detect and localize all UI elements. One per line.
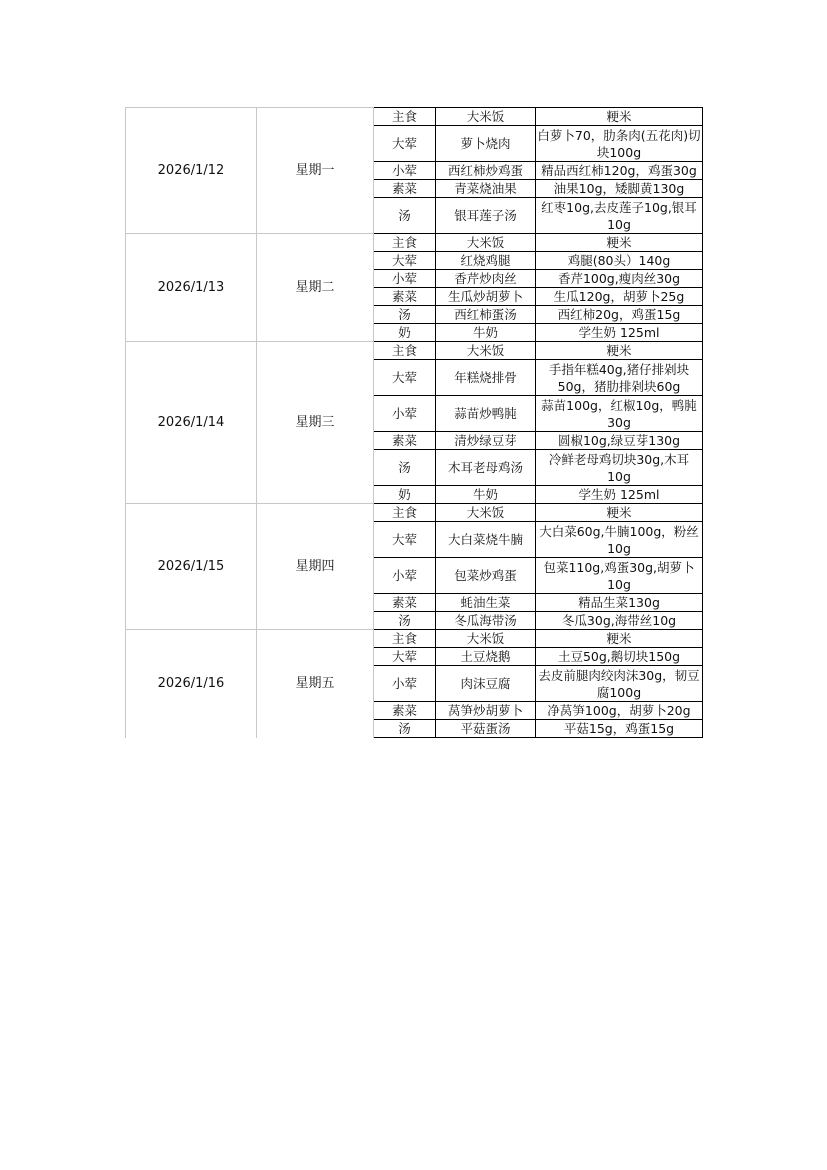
weekday-cell: 星期二: [257, 234, 374, 342]
ingredients-cell: 大白菜60g,牛腩100g，粉丝10g: [536, 522, 703, 558]
category-cell: 汤: [374, 198, 436, 234]
date-cell: 2026/1/12: [126, 108, 257, 234]
date-cell: 2026/1/16: [126, 630, 257, 738]
dish-cell: 蒜苗炒鸭肫: [436, 396, 536, 432]
ingredients-cell: 粳米: [536, 342, 703, 360]
category-cell: 大荤: [374, 648, 436, 666]
dish-cell: 包菜炒鸡蛋: [436, 558, 536, 594]
ingredients-cell: 油果10g，矮脚黄130g: [536, 180, 703, 198]
dish-cell: 木耳老母鸡汤: [436, 450, 536, 486]
category-cell: 汤: [374, 612, 436, 630]
category-cell: 奶: [374, 486, 436, 504]
category-cell: 汤: [374, 720, 436, 738]
dish-cell: 大米饭: [436, 504, 536, 522]
category-cell: 主食: [374, 108, 436, 126]
ingredients-cell: 平菇15g，鸡蛋15g: [536, 720, 703, 738]
date-cell: 2026/1/13: [126, 234, 257, 342]
dish-cell: 平菇蛋汤: [436, 720, 536, 738]
ingredients-cell: 精品西红柿120g，鸡蛋30g: [536, 162, 703, 180]
menu-row: [126, 504, 703, 522]
category-cell: 大荤: [374, 126, 436, 162]
dish-cell: 银耳莲子汤: [436, 198, 536, 234]
menu-row: [126, 630, 703, 648]
dish-cell: 生瓜炒胡萝卜: [436, 288, 536, 306]
dish-cell: 牛奶: [436, 486, 536, 504]
weekday-cell: 星期三: [257, 342, 374, 504]
ingredients-cell: 粳米: [536, 504, 703, 522]
ingredients-cell: 粳米: [536, 108, 703, 126]
ingredients-cell: 学生奶 125ml: [536, 486, 703, 504]
dish-cell: 大白菜烧牛腩: [436, 522, 536, 558]
category-cell: 大荤: [374, 522, 436, 558]
dish-cell: 大米饭: [436, 108, 536, 126]
ingredients-cell: 粳米: [536, 234, 703, 252]
date-cell: 2026/1/14: [126, 342, 257, 504]
menu-row: [126, 234, 703, 252]
category-cell: 素菜: [374, 432, 436, 450]
menu-row: [126, 342, 703, 360]
dish-cell: 西红柿蛋汤: [436, 306, 536, 324]
date-cell: 2026/1/15: [126, 504, 257, 630]
dish-cell: 红烧鸡腿: [436, 252, 536, 270]
dish-cell: 肉沫豆腐: [436, 666, 536, 702]
dish-cell: 清炒绿豆芽: [436, 432, 536, 450]
dish-cell: 西红柿炒鸡蛋: [436, 162, 536, 180]
dish-cell: 莴笋炒胡萝卜: [436, 702, 536, 720]
dish-cell: 香芹炒肉丝: [436, 270, 536, 288]
category-cell: 素菜: [374, 180, 436, 198]
category-cell: 汤: [374, 450, 436, 486]
category-cell: 汤: [374, 306, 436, 324]
category-cell: 素菜: [374, 702, 436, 720]
ingredients-cell: 香芹100g,瘦肉丝30g: [536, 270, 703, 288]
category-cell: 主食: [374, 504, 436, 522]
weekday-cell: 星期四: [257, 504, 374, 630]
category-cell: 大荤: [374, 360, 436, 396]
menu-table-body: [126, 108, 703, 738]
ingredients-cell: 鸡腿(80头）140g: [536, 252, 703, 270]
dish-cell: 大米饭: [436, 342, 536, 360]
ingredients-cell: 白萝卜70，肋条肉(五花肉)切块100g: [537, 127, 701, 160]
dish-cell: 萝卜烧肉: [436, 126, 536, 162]
category-cell: 小荤: [374, 162, 436, 180]
ingredients-cell: 学生奶 125ml: [536, 324, 703, 342]
ingredients-cell: 粳米: [536, 630, 703, 648]
ingredients-cell: 土豆50g,鹅切块150g: [536, 648, 703, 666]
ingredients-cell: 红枣10g,去皮莲子10g,银耳10g: [536, 198, 703, 234]
ingredients-cell: 冬瓜30g,海带丝10g: [536, 612, 703, 630]
category-cell: 大荤: [374, 252, 436, 270]
dish-cell: 大米饭: [436, 630, 536, 648]
category-cell: 小荤: [374, 396, 436, 432]
ingredients-cell: 生瓜120g，胡萝卜25g: [536, 288, 703, 306]
weekday-cell: 星期一: [257, 108, 374, 234]
category-cell: 奶: [374, 324, 436, 342]
category-cell: 主食: [374, 342, 436, 360]
ingredients-cell: 手指年糕40g,猪仔排剁块50g，猪肋排剁块60g: [536, 360, 703, 396]
ingredients-cell: 去皮前腿肉绞肉沫30g，韧豆腐100g: [536, 666, 703, 702]
ingredients-cell: 冷鲜老母鸡切块30g,木耳10g: [536, 450, 703, 486]
category-cell: 小荤: [374, 270, 436, 288]
ingredients-cell: 蒜苗100g，红椒10g，鸭肫30g: [536, 396, 703, 432]
dish-cell: 土豆烧鹅: [436, 648, 536, 666]
ingredients-cell: 圆椒10g,绿豆芽130g: [536, 432, 703, 450]
menu-row: [126, 108, 703, 126]
dish-cell: 年糕烧排骨: [436, 360, 536, 396]
ingredients-cell: 精品生菜130g: [536, 594, 703, 612]
dish-cell: 蚝油生菜: [436, 594, 536, 612]
category-cell: 素菜: [374, 288, 436, 306]
ingredients-cell: 西红柿20g，鸡蛋15g: [536, 306, 703, 324]
menu-table: [125, 107, 703, 738]
ingredients-cell: 净莴笋100g，胡萝卜20g: [536, 702, 703, 720]
category-cell: 素菜: [374, 594, 436, 612]
category-cell: 主食: [374, 234, 436, 252]
dish-cell: 青菜烧油果: [436, 180, 536, 198]
dish-cell: 大米饭: [436, 234, 536, 252]
dish-cell: 冬瓜海带汤: [436, 612, 536, 630]
category-cell: 小荤: [374, 666, 436, 702]
category-cell: 主食: [374, 630, 436, 648]
category-cell: 小荤: [374, 558, 436, 594]
dish-cell: 牛奶: [436, 324, 536, 342]
ingredients-cell: 包菜110g,鸡蛋30g,胡萝卜10g: [536, 558, 703, 594]
weekday-cell: 星期五: [257, 630, 374, 738]
